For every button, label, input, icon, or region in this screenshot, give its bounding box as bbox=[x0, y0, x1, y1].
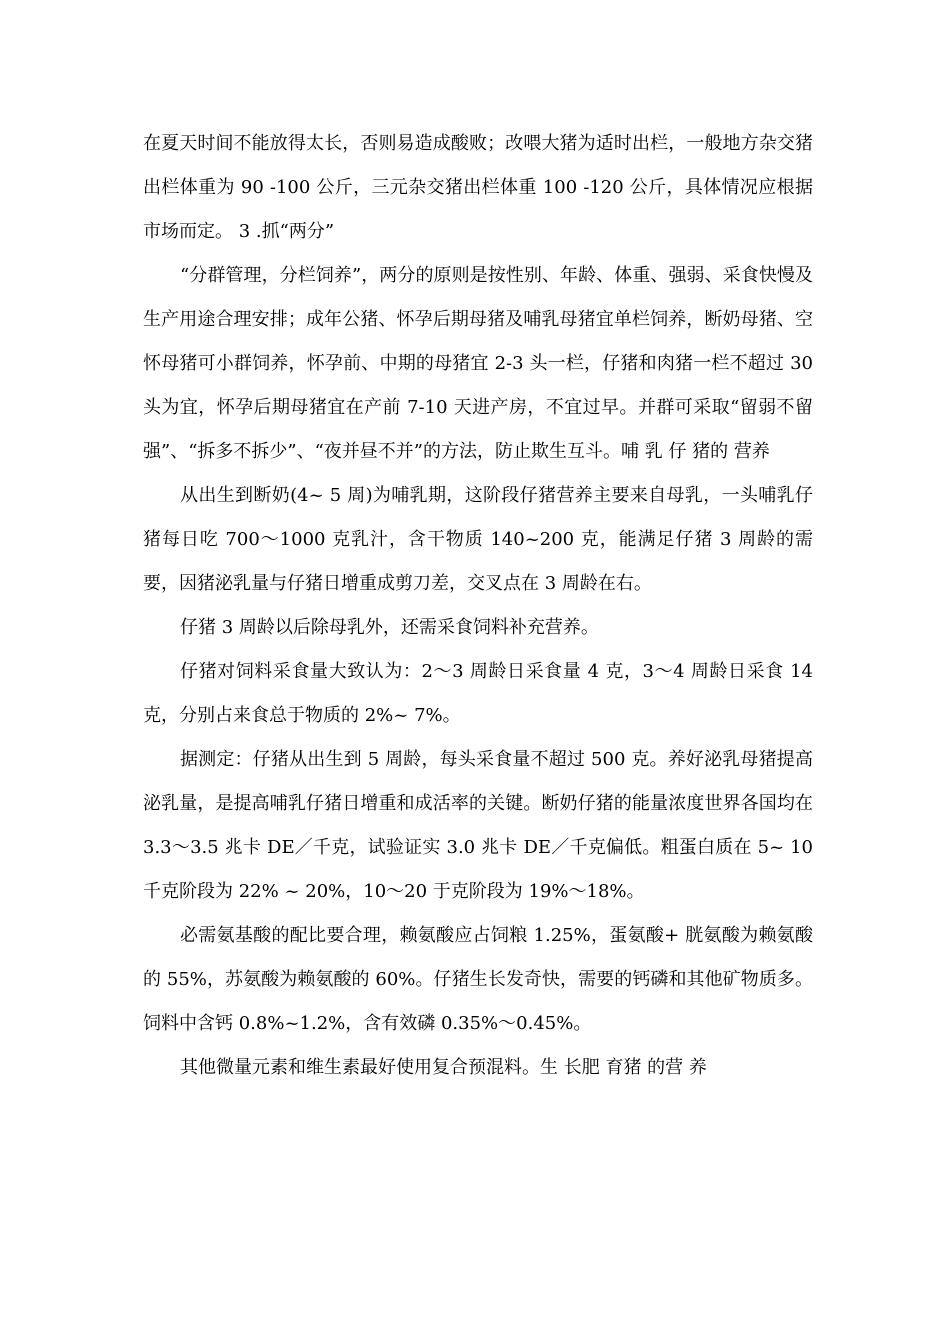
paragraph-6: 据测定：仔猪从出生到 5 周龄，每头采食量不超过 500 克。养好泌乳母猪提高泌乳量，是提高哺乳仔猪日增重和成活率的关键。断奶仔猪的能量浓度世界各国均在 3.3～3.5 兆卡 DE／千克，试验证实 3.0 兆卡 DE／千克偏低。粗蛋白质在 5~ 10 千克阶段为 22% ~ 20%，10～20 于克阶段为 19%～18%。 bbox=[143, 749, 813, 902]
paragraph-7: 必需氨基酸的配比要合理，赖氨酸应占饲粮 1.25%，蛋氨酸+ 胱氨酸为赖氨酸的 55%，苏氨酸为赖氨酸的 60%。仔猪生长发奇快，需要的钙磷和其他矿物质多。饲料中含钙 0.8%~1.2%，含有效磷 0.35%～0.45%。 bbox=[143, 925, 813, 1034]
paragraph-3: 从出生到断奶(4~ 5 周)为哺乳期，这阶段仔猪营养主要来自母乳，一头哺乳仔猪每日吃 700～1000 克乳汁，含干物质 140~200 克，能满足仔猪 3 周龄的需要，因猪泌乳量与仔猪日增重成剪刀差，交叉点在 3 周龄在右。 bbox=[143, 485, 813, 594]
paragraph-8: 其他微量元素和维生素最好使用复合预混料。生 长肥 育猪 的营 养 bbox=[180, 1057, 707, 1078]
paragraph-5: 仔猪对饲料采食量大致认为：2～3 周龄日采食量 4 克，3～4 周龄日采食 14 克，分别占来食总于物质的 2%~ 7%。 bbox=[143, 661, 813, 726]
paragraph-2: “分群管理，分栏饲养”，两分的原则是按性别、年龄、体重、强弱、采食快慢及生产用途合理安排；成年公猪、怀孕后期母猪及哺乳母猪宜单栏饲养，断奶母猪、空怀母猪可小群饲养，怀孕前、中期的母猪宜 2-3 头一栏，仔猪和肉猪一栏不超过 30 头为宜，怀孕后期母猪宜在产前 7-10 天进产房，不宜过早。并群可采取“留弱不留强”、“拆多不拆少”、“夜并昼不并”的方法，防止欺生互斗。哺 乳 仔 猪的 营养 bbox=[143, 265, 813, 462]
paragraph-1: 在夏天时间不能放得太长，否则易造成酸败；改喂大猪为适时出栏，一般地方杂交猪出栏体重为 90 -100 公斤，三元杂交猪出栏体重 100 -120 公斤，具体情况应根据市场而定。 3 .抓“两分” bbox=[143, 133, 813, 242]
paragraph-4: 仔猪 3 周龄以后除母乳外，还需采食饲料补充营养。 bbox=[180, 617, 599, 638]
body-text bbox=[143, 122, 813, 1090]
